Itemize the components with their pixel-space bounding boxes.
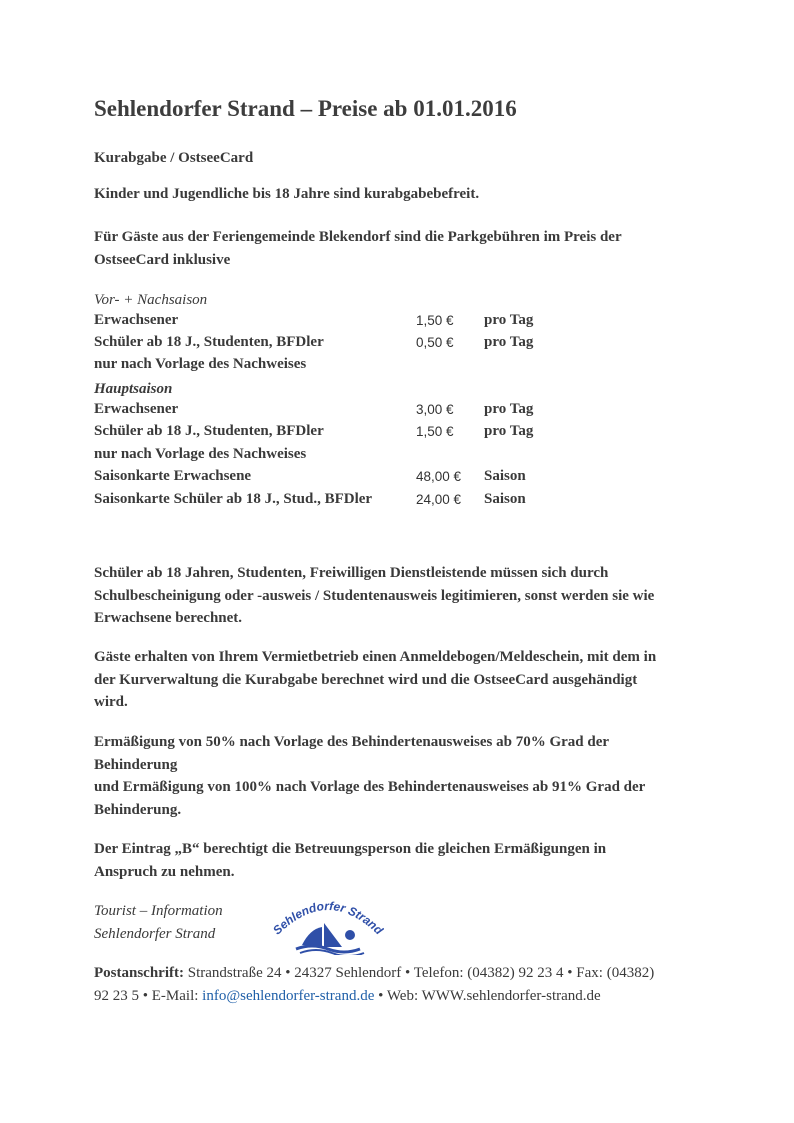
price-row-label: nur nach Vorlage des Nachweises [94, 356, 307, 372]
gaeste-paragraph [94, 646, 656, 714]
paragraph-line: Gäste erhalten von Ihrem Vermietbetrieb einen Anmeldebogen/Meldeschein, mit dem in [94, 649, 657, 665]
postal-label: Postanschrift: [94, 965, 184, 981]
price-row-unit: pro Tag [484, 401, 534, 417]
postal-line [94, 962, 654, 985]
signature-line: Tourist – Information [94, 903, 223, 919]
email-link[interactable]: info@sehlendorfer-strand.de [202, 987, 375, 1004]
season-heading-haupt: Hauptsaison [94, 381, 173, 397]
paragraph-line: Der Eintrag „B“ berechtigt die Betreuungsperson die gleichen Ermäßigungen in [94, 841, 607, 857]
price-row-price: 24,00 € [416, 492, 462, 507]
page-title: Sehlendorfer Strand – Preise ab 01.01.2016 [94, 96, 517, 121]
price-row-price: 1,50 € [416, 424, 454, 439]
paragraph-line: der Kurverwaltung die Kurabgabe berechnet wird und die OstseeCard ausgehändigt [94, 671, 638, 688]
signature [94, 900, 223, 945]
parking-note-line: OstseeCard inklusive [94, 251, 231, 268]
paragraph-line: Schüler ab 18 Jahren, Studenten, Freiwilligen Dienstleistende müssen sich durch [94, 565, 609, 581]
price-row-label: Schüler ab 18 J., Studenten, BFDler [94, 334, 324, 350]
price-row-label: Saisonkarte Schüler ab 18 J., Stud., BFDler [94, 491, 373, 507]
season-heading-vor-nach: Vor- + Nachsaison [94, 292, 208, 308]
web-text: • Web: WWW.sehlendorfer-strand.de [374, 987, 601, 1004]
price-row-label: Schüler ab 18 J., Studenten, BFDler [94, 423, 324, 439]
price-row-unit: Saison [484, 491, 526, 507]
logo-text: ehlendorfer Stran [276, 898, 380, 933]
postal-text-2: 92 23 5 • E-Mail: [94, 987, 203, 1004]
price-row-price: 1,50 € [416, 313, 454, 328]
paragraph-line: Schulbescheinigung oder -ausweis / Studentenausweis legitimieren, sonst werden sie wie [94, 587, 655, 604]
paragraph-line: Ermäßigung von 50% nach Vorlage des Behindertenausweises ab 70% Grad der [94, 734, 610, 750]
paragraph-line: Behinderung. [94, 801, 182, 818]
price-row-unit: pro Tag [484, 423, 534, 439]
price-row-unit: Saison [484, 468, 526, 484]
price-row-label: Erwachsener [94, 401, 179, 417]
parking-note [94, 226, 622, 271]
schueler-paragraph [94, 562, 654, 630]
price-row-price: 48,00 € [416, 469, 462, 484]
price-row-label: Erwachsener [94, 312, 179, 328]
postal-text: Strandstraße 24 • 24327 Sehlendorf • Telefon: (04382) 92 23 4 • Fax: (04382) [184, 965, 655, 981]
sehlendorfer-strand-logo [272, 893, 384, 955]
postal-line [94, 985, 654, 1008]
postal-address [94, 962, 654, 1007]
price-row-price: 3,00 € [416, 402, 454, 417]
kinder-note: Kinder und Jugendliche bis 18 Jahre sind kurabgabebefreit. [94, 186, 480, 202]
parking-note-line: Für Gäste aus der Feriengemeinde Blekendorf sind die Parkgebühren im Preis der [94, 229, 622, 245]
paragraph-line: Anspruch zu nehmen. [94, 863, 235, 880]
price-row-price: 0,50 € [416, 335, 454, 350]
paragraph-line: Behinderung [94, 756, 178, 773]
ermaessigung-paragraph [94, 731, 645, 821]
paragraph-line: Erwachsene berechnet. [94, 610, 243, 626]
price-row-label: Saisonkarte Erwachsene [94, 468, 252, 484]
price-row-unit: pro Tag [484, 334, 534, 350]
subtitle: Kurabgabe / OstseeCard [94, 150, 254, 166]
price-row-label: nur nach Vorlage des Nachweises [94, 446, 307, 462]
signature-line: Sehlendorfer Strand [94, 925, 216, 942]
paragraph-line: wird. [94, 694, 128, 710]
paragraph-line: und Ermäßigung von 100% nach Vorlage des Behindertenausweises ab 91% Grad der [94, 779, 646, 795]
eintrag-paragraph [94, 838, 606, 883]
price-row-unit: pro Tag [484, 312, 534, 328]
